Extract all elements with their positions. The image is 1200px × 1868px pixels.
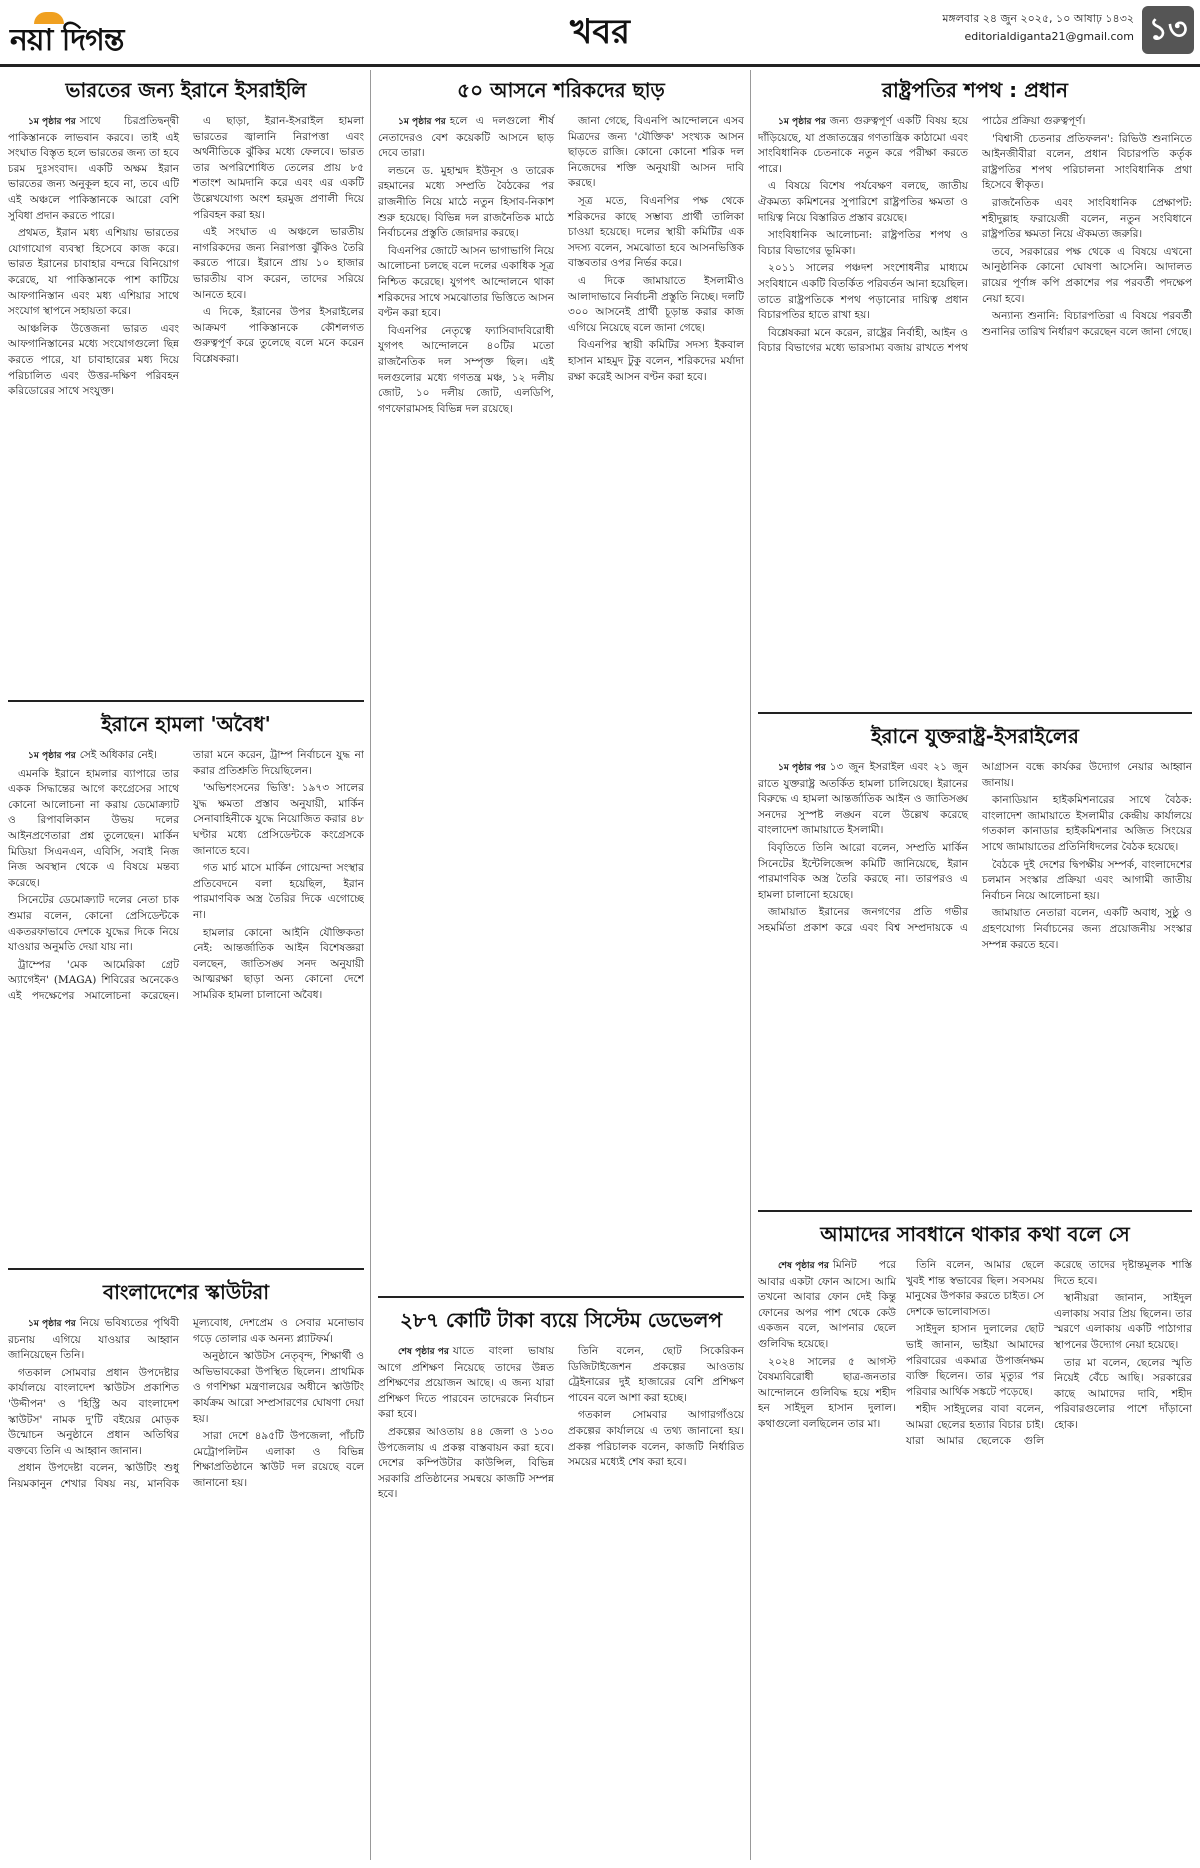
story-divider xyxy=(758,712,1192,714)
paragraph: প্রধান উপদেষ্টা বলেন, স্কাউটিং শুধু নিয়মকানুন শেখার বিষয় নয়, মানবিক মূল্যবোধ, দেশপ্রেম ও সেবার মনোভাব গড়ে তোলার এক অনন্য প্ল্যাটফর্ম। xyxy=(8,1317,364,1490)
paragraph: জন্য গুরুত্বপূর্ণ একটি বিষয় হয়ে দাঁড়িয়েছে, যা প্রজাতন্ত্রের গণতান্ত্রিক কাঠামো এবং সাংবিধানিক চেতনাকে নতুন করে পরীক্ষা করতে পারে। xyxy=(758,115,968,175)
story-headline[interactable]: ভারতের জন্য ইরানে ইসরাইলি xyxy=(65,78,307,102)
column-divider xyxy=(750,70,751,1860)
story-headline[interactable]: বাংলাদেশের স্কাউটরা xyxy=(102,1280,270,1304)
paragraph: কানাডিয়ান হাইকমিশনারের সাথে বৈঠক: বাংলাদেশ জামায়াতে ইসলামীর কেন্দ্রীয় কার্যালয়ে গতকাল কানাডার হাইকমিশনার অজিত সিংয়ের সাথে জামায়াতের প্রতিনিধিদলের বৈঠক হয়েছে। xyxy=(982,794,1192,853)
story-fifty-seats xyxy=(378,76,744,1288)
story-system-development xyxy=(378,1306,744,1862)
paragraph: নিয়ে ভবিষ্যতের পৃথিবী রচনায় এগিয়ে যাওয়ার আহ্বান জানিয়েছেন তিনি। xyxy=(8,1317,179,1362)
logo-text: নয়া দিগন্ত xyxy=(10,23,124,58)
page-number: ১৩ xyxy=(1142,6,1194,54)
paragraph: বিএনপির জোটে আসন ভাগাভাগি নিয়ে আলোচনা চলছে বলে দলের একাধিক সূত্র নিশ্চিত করেছে। যুগপৎ আন্দোলনে থাকা শরিকদের সাথে সমঝোতার ভিত্তিতে আসন বণ্টন করা হবে। xyxy=(378,244,554,320)
paragraph: সারা দেশে ৪৯৫টি উপজেলা, পাঁচটি মেট্রোপলিটন এলাকা ও বিভিন্ন শিক্ষাপ্রতিষ্ঠানে স্কাউট দল রয়েছে বলে জানানো হয়। xyxy=(193,1430,364,1489)
paragraph: সাইদুল হাসান দুলালের ছোট ভাই জানান, ভাইয়া আমাদের পরিবারের একমাত্র উপার্জনক্ষম ব্যক্তি ছিলেন। তার মৃত্যুর পর পরিবার আর্থিক সঙ্কটে পড়েছে। xyxy=(906,1323,1044,1398)
continued-label: ১ম পৃষ্ঠার পর xyxy=(398,117,446,127)
paragraph: অন্যান্য শুনানি: বিচারপতিরা এ বিষয়ে পরবর্তী শুনানির তারিখ নির্ধারণ করেছেন বলে জানা গেছে। xyxy=(982,310,1192,338)
paragraph: তিনি বলেন, আমার ছেলে খুবই শান্ত স্বভাবের ছিল। সবসময় মানুষের উপকার করতে চাইত। সে দেশকে ভালোবাসত। xyxy=(906,1259,1044,1318)
paragraph: সাথে চিরপ্রতিদ্বন্দ্বী পাকিস্তানকে লাভবান করবে। তাই এই সংঘাত বিস্তৃত হলে ভারতের জন্য তা হবে চরম দুঃসংবাদ। একটি অক্ষম ইরান ভারতের জন্য অনুকূল হবে না, তবে এটি এই অঞ্চলে পাকিস্তানকে আরো বেশি সুবিধা প্রদান করতে পারে। xyxy=(8,115,179,222)
story-headline[interactable]: ইরানে যুক্তরাষ্ট্র-ইসরাইলের xyxy=(871,724,1079,748)
column-divider xyxy=(370,70,371,1860)
paragraph: প্রকল্পের আওতায় ৪৪ জেলা ও ১৩০ উপজেলায় এ প্রকল্প বাস্তবায়ন করা হবে। দেশের কম্পিউটার কাউন্সিল, বিভিন্ন সরকারি প্রতিষ্ঠানের সমন্বয়ে কাজটি সম্পন্ন হবে। xyxy=(378,1425,554,1501)
masthead xyxy=(0,0,1200,67)
paragraph: সেই অধিকার নেই। xyxy=(79,749,157,761)
story-body xyxy=(378,114,744,417)
paragraph: এ দিকে জামায়াতে ইসলামীও আলাদাভাবে নির্বাচনী প্রস্তুতি নিচ্ছে। দলটি ৩০০ আসনেই প্রার্থী চূড়ান্ত করার কাজ এগিয়ে নিয়েছে বলে জানা গেছে। xyxy=(568,274,744,334)
story-headline[interactable]: আমাদের সাবধানে থাকার কথা বলে সে xyxy=(820,1222,1130,1246)
paragraph: প্রথমত, ইরান মধ্য এশিয়ায় ভারতের যোগাযোগ ব্যবস্থা হিসেবে কাজ করে। ভারত ইরানের চাবাহার বন্দরে বিনিয়োগ করেছে, যা পাকিস্তানকে পাশ কাটিয়ে আফগানিস্তান এবং মধ্য এশিয়ার সাথে সংযোগ স্থাপনে সহায়তা করে। xyxy=(8,227,179,318)
story-iran-attack xyxy=(8,710,364,1240)
paragraph: সিনেটের ডেমোক্র্যাট দলের নেতা চাক শুমার বলেন, কোনো প্রেসিডেন্টকে একতরফাভাবে দেশকে যুদ্ধের দিকে নিয়ে যাওয়ার অনুমতি দেয়া যায় না। xyxy=(8,894,179,954)
paragraph: বিবৃতিতে তিনি আরো বলেন, সম্প্রতি মার্কিন সিনেটের ইন্টেলিজেন্স কমিটি জানিয়েছে, ইরান পারমাণবিক অস্ত্র তৈরি করছে না। তারপরও এ হামলা চালানো হয়েছে। xyxy=(758,841,968,901)
story-body xyxy=(8,114,364,400)
paragraph: তবে, সরকারের পক্ষ থেকে এ বিষয়ে এখনো আনুষ্ঠানিক কোনো ঘোষণা আসেনি। আদালত রায়ের পূর্ণাঙ্গ কপি প্রকাশের পর পরবর্তী পদক্ষেপ নেয়া হবে। xyxy=(982,245,1192,305)
paragraph: আঞ্চলিক উত্তেজনা ভারত এবং আফগানিস্তানের মধ্যে সংযোগগুলো ছিন্ন করতে পারে, যা চাবাহারের মধ্য দিয়ে পরিচালিত এবং উত্তর-দক্ষিণ পরিবহন করিডোরের সাথে সংযুক্ত। xyxy=(8,322,179,398)
paragraph: এ ছাড়া, ইরান-ইসরাইল হামলা ভারতের জ্বালানি নিরাপত্তা এবং অর্থনীতিকে ঝুঁকির মধ্যে ফেলবে। ভারত তার অপরিশোধিত তেলের প্রায় ৮৫ শতাংশ আমদানি করে এবং এর একটি উল্লেখযোগ্য অংশ হরমুজ প্রণালী দিয়ে পরিবহন করা হয়। xyxy=(193,115,364,221)
paragraph: হলে এ দলগুলো শীর্ষ নেতাদেরও বেশ কয়েকটি আসনে ছাড় দেবে তারা। xyxy=(378,115,554,160)
continued-label: ১ম পৃষ্ঠার পর xyxy=(778,763,826,773)
paragraph: মিনিট পরে আবার একটা ফোন আসে। আমি তখনো আবার ফোন দেই কিন্তু ফোনের অপর পাশ থেকে কেউ একজন বলে, আপনার ছেলে গুলিবিদ্ধ হয়েছে। xyxy=(758,1259,896,1350)
story-iran-usa-israel xyxy=(758,722,1192,1202)
continued-label: শেষ পৃষ্ঠার পর xyxy=(778,1261,829,1271)
story-bangladesh-scouts xyxy=(8,1278,364,1862)
story-divider xyxy=(378,1296,744,1298)
paragraph: সাংবিধানিক আলোচনা: রাষ্ট্রপতির শপথ ও বিচার বিভাগের ভূমিকা। xyxy=(758,229,968,257)
continued-label: ১ম পৃষ্ঠার পর xyxy=(28,1319,76,1329)
paragraph: গতকাল সোমবার আগারগাঁওয়ে প্রকল্পের কার্যালয়ে এ তথ্য জানানো হয়। প্রকল্প পরিচালক বলেন, কাজটি নির্ধারিত সময়ের মধ্যেই শেষ করা হবে। xyxy=(568,1409,744,1469)
paragraph: ১৩ জুন ইসরাইল এবং ২১ জুন রাতে যুক্তরাষ্ট্র অতর্কিত হামলা চালিয়েছে। ইরানের বিরুদ্ধে এ হামলা আন্তর্জাতিক আইন ও জাতিসঙ্ঘ সনদের সুস্পষ্ট লঙ্ঘন বলে উল্লেখ করেছে বাংলাদেশ জামায়াতে ইসলামী। xyxy=(758,761,968,837)
story-body xyxy=(758,114,1192,357)
paragraph: বিএনপির স্থায়ী কমিটির সদস্য ইকবাল হাসান মাহমুদ টুকু বলেন, শরিকদের মর্যাদা রক্ষা করেই আসন বণ্টন করা হবে। xyxy=(568,339,744,383)
paragraph: ট্রাম্পের 'মেক আমেরিকা গ্রেট অ্যাগেইন' (MAGA) শিবিরের অনেকেও এই পদক্ষেপের সমালোচনা করেছেন। তারা মনে করেন, ট্রাম্প নির্বাচনে যুদ্ধ না করার প্রতিশ্রুতি দিয়েছিলেন। xyxy=(8,749,364,1002)
paragraph: যাতে বাংলা ভাষায় আগে প্রশিক্ষণ নিয়েছে তাদের উন্নত প্রশিক্ষণের প্রয়োজন আছে। এ জন্য যারা প্রশিক্ষণ দিতে পারবেন তাদেরকে নির্বাচন করা হবে। xyxy=(378,1345,554,1421)
paragraph: গত মার্চ মাসে মার্কিন গোয়েন্দা সংস্থার প্রতিবেদনে বলা হয়েছিল, ইরান পারমাণবিক অস্ত্র তৈরির দিকে এগোচ্ছে না। xyxy=(193,862,364,921)
story-headline[interactable]: ২৮৭ কোটি টাকা ব্যয়ে সিস্টেম ডেভেলপ xyxy=(399,1308,723,1332)
paragraph: জানা গেছে, বিএনপি আন্দোলনে এসব মিত্রদের জন্য 'যৌক্তিক' সংখ্যক আসন ছাড়তে রাজি। কোনো কোনো শরিক দল নিজেদের শক্তি অনুযায়ী আসন দাবি করছে। xyxy=(568,115,744,190)
story-headline[interactable]: ইরানে হামলা 'অবৈধ' xyxy=(101,712,271,736)
newspaper-logo[interactable] xyxy=(10,12,210,56)
paragraph: ২০২৪ সালের ৫ আগস্ট বৈষম্যবিরোধী ছাত্র-জনতার আন্দোলনে গুলিবিদ্ধ হয়ে শহীদ হন সাইদুল হাসান দুলাল। কথাগুলো বলছিলেন তার মা। xyxy=(758,1355,896,1430)
continued-label: শেষ পৃষ্ঠার পর xyxy=(398,1347,449,1357)
paragraph: লন্ডনে ড. মুহাম্মদ ইউনূস ও তারেক রহমানের মধ্যে সম্প্রতি বৈঠকের পর রাজনীতি নিয়ে মাঠে নতুন হিসাব-নিকাশ শুরু হয়েছে। বিভিন্ন দল রাজনৈতিক মাঠে নির্বাচনের প্রস্তুতি জোরদার করছে। xyxy=(378,164,554,240)
paragraph: ২০১১ সালের পঞ্চদশ সংশোধনীর মাধ্যমে সংবিধানে একটি বিতর্কিত পরিবর্তন আনা হয়েছিল। তাতে রাষ্ট্রপতিকে শপথ পড়ানোর দায়িত্ব প্রধান বিচারপতির হাতে রাখা হয়। xyxy=(758,262,968,322)
continued-label: ১ম পৃষ্ঠার পর xyxy=(778,117,826,127)
paragraph: এই সংঘাত এ অঞ্চলে ভারতীয় নাগরিকদের জন্য নিরাপত্তা ঝুঁকিও তৈরি করতে পারে। ইরানে প্রায় ১০ হাজার ভারতীয় বাস করেন, তাদের সরিয়ে আনতে হবে। xyxy=(193,226,364,301)
paragraph: বিশ্লেষকরা মনে করেন, রাষ্ট্রের নির্বাহী, আইন ও বিচার বিভাগের মধ্যে ভারসাম্য বজায় রাখতে শপথ পাঠের প্রক্রিয়া গুরুত্বপূর্ণ। xyxy=(758,115,1086,355)
section-title: খবর xyxy=(570,12,630,52)
paragraph: এ বিষয়ে বিশেষ পর্যবেক্ষণ বলছে, জাতীয় ঐকমত্য কমিশনের সুপারিশে রাষ্ট্রপতির ক্ষমতা ও দায়িত্ব নিয়ে বিস্তারিত প্রস্তাব রয়েছে। xyxy=(758,180,968,224)
issue-date: মঙ্গলবার ২৪ জুন ২০২৫, ১০ আষাঢ় ১৪৩২ xyxy=(942,12,1134,25)
story-be-careful xyxy=(758,1220,1192,1862)
paragraph: রাজনৈতিক এবং সাংবিধানিক প্রেক্ষাপট: শহীদুল্লাহ ফরায়েজী বলেন, নতুন সংবিধানে রাষ্ট্রপতির ক্ষমতা নিয়ে ঐকমত্য জরুরি। xyxy=(982,196,1192,241)
story-body xyxy=(758,1258,1192,1449)
paragraph: 'অভিশংসনের ভিত্তি': ১৯৭৩ সালের যুদ্ধ ক্ষমতা প্রস্তাব অনুযায়ী, মার্কিন সেনাবাহিনীকে যুদ্ধে নিয়োজিত করার ৪৮ ঘণ্টার মধ্যে প্রেসিডেন্টকে কংগ্রেসকে জানাতে হবে। xyxy=(193,782,364,857)
story-president-oath xyxy=(758,76,1192,706)
paragraph: গতকাল সোমবার প্রধান উপদেষ্টার কার্যালয়ে বাংলাদেশ স্কাউটস প্রকাশিত 'উদ্দীপন' ও 'হিস্ট্রি অব বাংলাদেশ স্কাউটস' নামক দু'টি বইয়ের মোড়ক উন্মোচন অনুষ্ঠানে প্রধান অতিথির বক্তব্যে তিনি এ আহ্বান জানান। xyxy=(8,1366,179,1457)
story-body xyxy=(758,760,1192,953)
paragraph: বিএনপির নেতৃত্বে ফ্যাসিবাদবিরোধী যুগপৎ আন্দোলনে ৪০টির মতো রাজনৈতিক দল সম্পৃক্ত ছিল। এই দলগুলোর মধ্যে গণতন্ত্র মঞ্চ, ১২ দলীয় জোট, ১০ দলীয় জোট, এলডিপি, গণফোরামসহ বিভিন্ন দল রয়েছে। xyxy=(378,324,554,415)
paragraph: স্থানীয়রা জানান, সাইদুল এলাকায় সবার প্রিয় ছিলেন। তার স্মরণে এলাকায় একটি পাঠাগার স্থাপনের উদ্যোগ নেয়া হয়েছে। xyxy=(1054,1292,1192,1351)
paragraph: জামায়াত নেতারা বলেন, একটি অবাধ, সুষ্ঠু ও গ্রহণযোগ্য নির্বাচনের জন্য প্রয়োজনীয় সংস্কার সম্পন্ন করতে হবে। xyxy=(982,907,1192,951)
paragraph: এ দিকে, ইরানের উপর ইসরাইলের আক্রমণ পাকিস্তানকে কৌশলগত গুরুত্বপূর্ণ করে তুলেছে বলে মনে করেন বিশ্লেষকরা। xyxy=(193,306,364,365)
story-india-iran xyxy=(8,76,364,696)
story-body xyxy=(378,1344,744,1503)
paragraph: 'বিশ্বাসী চেতনার প্রতিফলন': রিভিউ শুনানিতে আইনজীবীরা বলেন, প্রধান বিচারপতি কর্তৃক রাষ্ট্রপতির শপথ পরিচালনা সাংবিধানিক প্রথা হিসেবে স্বীকৃত। xyxy=(982,132,1192,192)
paragraph: সূত্র মতে, বিএনপির পক্ষ থেকে শরিকদের কাছে সম্ভাব্য প্রার্থী তালিকা চাওয়া হয়েছে। দলের স্থায়ী কমিটির এক সদস্য বলেন, সমঝোতা হবে আসনভিত্তিক বাস্তবতার ওপর নির্ভর করে। xyxy=(568,194,744,270)
story-divider xyxy=(758,1210,1192,1212)
dateline xyxy=(942,10,1134,46)
paragraph: তিনি বলেন, ছোট সিকেরিকন ডিজিটাইজেশন প্রকল্পের আওতায় ট্রেইনারের দুই হাজারের বেশি প্রশিক্ষণ পাবেন বলে আশা করা হচ্ছে। xyxy=(568,1345,744,1404)
paragraph: এমনকি ইরানে হামলার ব্যাপারে তার একক সিদ্ধান্তের আগে কংগ্রেসের সাথে কোনো আলোচনা না করায় ডেমোক্র্যাট ও রিপাবলিকান উভয় দলের আইনপ্রণেতারা প্রশ্ন তুলেছেন। মার্কিন মিডিয়া সিএনএন, এবিসি, সবাই নিজ নিজ অবস্থান থেকে এ বিষয়ে মন্তব্য করেছে। xyxy=(8,767,179,889)
paragraph: অনুষ্ঠানে স্কাউটস নেতৃবৃন্দ, শিক্ষার্থী ও অভিভাবকেরা উপস্থিত ছিলেন। প্রাথমিক ও গণশিক্ষা মন্ত্রণালয়ের অধীনে স্কাউটিং কার্যক্রম আরো সম্প্রসারণের ঘোষণা দেয়া হয়। xyxy=(193,1350,364,1425)
story-divider xyxy=(8,1268,364,1270)
story-headline[interactable]: রাষ্ট্রপতির শপথ : প্রধান xyxy=(882,78,1068,102)
paragraph: বৈঠকে দুই দেশের দ্বিপক্ষীয় সম্পর্ক, বাংলাদেশের চলমান সংস্কার প্রক্রিয়া এবং আগামী জাতীয় নির্বাচন নিয়ে আলোচনা হয়। xyxy=(982,858,1192,902)
paragraph: তার মা বলেন, ছেলের স্মৃতি নিয়েই বেঁচে আছি। সরকারের কাছে আমাদের দাবি, শহীদ পরিবারগুলোর পাশে দাঁড়ানো হোক। xyxy=(1054,1356,1192,1431)
story-body xyxy=(8,1316,364,1493)
paragraph: শহীদ সাইদুলের বাবা বলেন, আমরা ছেলের হত্যার বিচার চাই। যারা আমার ছেলেকে গুলি করেছে তাদের দৃষ্টান্তমূলক শাস্তি দিতে হবে। xyxy=(906,1259,1192,1447)
story-headline[interactable]: ৫০ আসনে শরিকদের ছাড় xyxy=(457,78,665,102)
editorial-email[interactable]: editorialdiganta21@gmail.com xyxy=(964,30,1134,43)
continued-label: ১ম পৃষ্ঠার পর xyxy=(28,117,76,127)
story-body xyxy=(8,748,364,1005)
paragraph: জামায়াত ইরানের জনগণের প্রতি গভীর সহমর্মিতা প্রকাশ করে এবং বিশ্ব সম্প্রদায়কে এ আগ্রাসন বন্ধে কার্যকর উদ্যোগ নেয়ার আহ্বান জানায়। xyxy=(758,761,1192,934)
story-divider xyxy=(8,700,364,702)
paragraph: হামলার কোনো আইনি যৌক্তিকতা নেই: আন্তর্জাতিক আইন বিশেষজ্ঞরা বলছেন, জাতিসঙ্ঘ সনদ অনুযায়ী আত্মরক্ষা ছাড়া অন্য কোনো দেশে সামরিক হামলা চালানো অবৈধ। xyxy=(193,926,364,1001)
continued-label: ১ম পৃষ্ঠার পর xyxy=(28,751,76,761)
